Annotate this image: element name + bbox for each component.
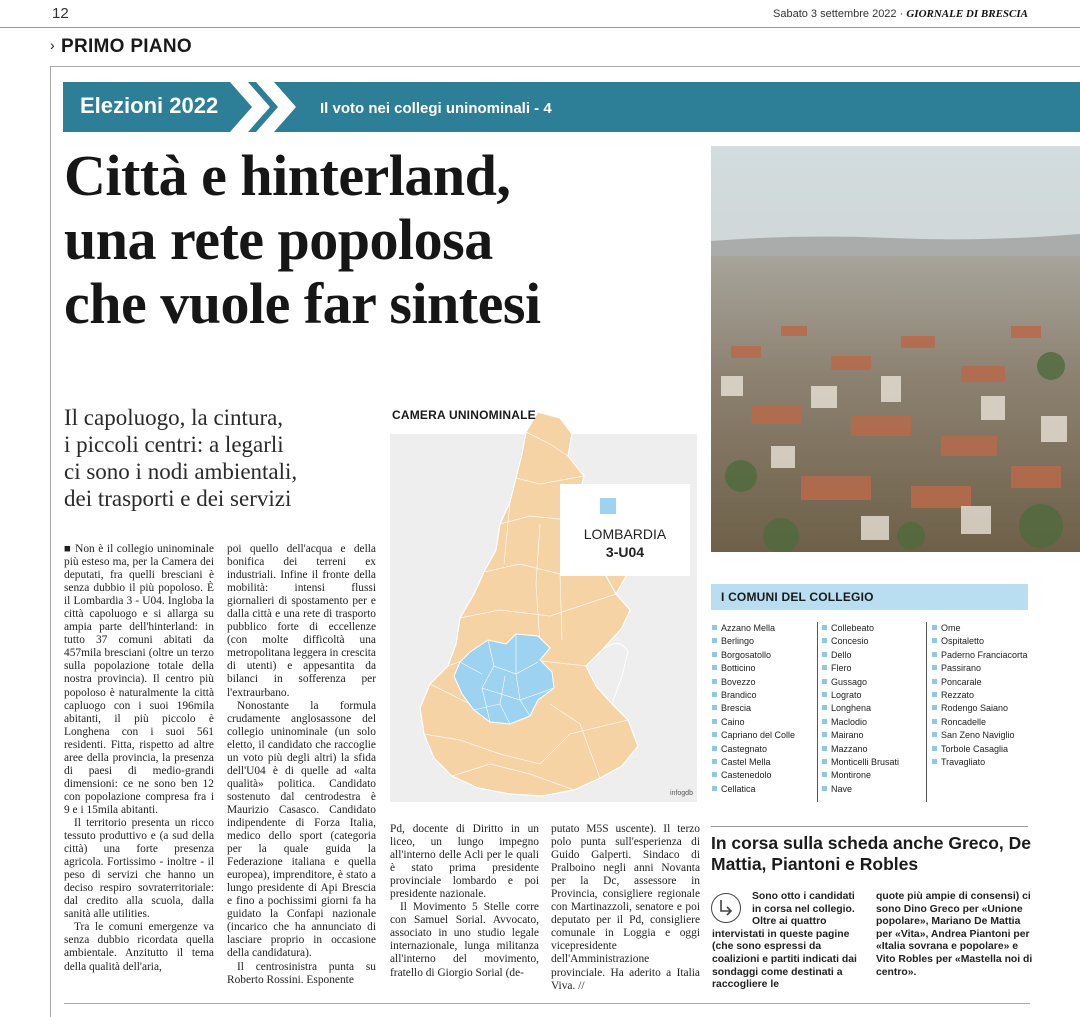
headline-line: Città e hinterland, (64, 143, 511, 208)
comune-name: Roncadelle (941, 716, 987, 727)
square-bullet-icon (712, 692, 717, 697)
square-bullet-icon (932, 732, 937, 737)
square-bullet-icon (822, 625, 827, 630)
city-aerial-photo (711, 146, 1080, 552)
comune-item (822, 676, 918, 689)
comune-item (932, 649, 1028, 662)
subheadline-line: i piccoli centri: a legarli (64, 432, 284, 457)
comune-name: Poncarale (941, 676, 982, 687)
square-bullet-icon (932, 692, 937, 697)
comune-item (932, 702, 1028, 715)
headline-line: una rete popolosa (64, 207, 493, 272)
comune-item (822, 756, 918, 769)
comune-name: Passirano (941, 663, 982, 674)
square-bullet-icon (822, 786, 827, 791)
square-bullet-icon (822, 679, 827, 684)
headline-line: che vuole far sintesi (64, 271, 541, 336)
comune-item (712, 662, 808, 675)
square-bullet-icon (932, 746, 937, 751)
comune-name: Ome (941, 623, 961, 633)
banner-chevron-icon (230, 82, 300, 132)
square-bullet-icon (822, 665, 827, 670)
section-text: PRIMO PIANO (60, 36, 192, 57)
comune-item (712, 743, 808, 756)
sidebar-divider (711, 826, 1028, 827)
comune-item (932, 716, 1028, 729)
separator: · (899, 8, 904, 20)
comune-name: Castenedolo (721, 770, 772, 781)
subheadline-line: Il capoluogo, la cintura, (64, 405, 284, 430)
sidebar-title: In corsa sulla scheda anche Greco, De Mattia, Piantoni e Robles (711, 833, 1031, 874)
comune-name: Bovezzo (721, 676, 756, 687)
square-bullet-icon (822, 759, 827, 764)
chevron-right-icon: › (50, 37, 55, 53)
sidebar-text-1 (712, 891, 862, 992)
list-divider (926, 622, 927, 802)
comune-item (822, 769, 918, 782)
square-bullet-icon (822, 652, 827, 657)
comune-item (932, 662, 1028, 675)
list-divider (817, 622, 818, 802)
section-label (50, 36, 192, 58)
comune-name: Gussago (831, 676, 868, 687)
square-bullet-icon (712, 638, 717, 643)
square-bullet-icon (932, 705, 937, 710)
dateline (773, 8, 1028, 20)
subheadline (64, 404, 384, 512)
comune-item (932, 676, 1028, 689)
comune-name: Capriano del Colle (721, 730, 796, 741)
square-bullet-icon (712, 732, 717, 737)
comune-name: Cellatica (721, 783, 756, 794)
comune-name: Caino (721, 716, 745, 727)
comune-name: Mazzano (831, 743, 868, 754)
comune-name: Mairano (831, 730, 864, 741)
square-bullet-icon (932, 679, 937, 684)
comune-name: Flero (831, 663, 852, 674)
comune-item (932, 756, 1028, 769)
article-paragraph: putato M5S uscente). Il terzo polo punta sull'esperienza di Guido Galperti. Sindaco di Pralboino negli anni Novanta per la Dc, assessore in Provincia, consigliere regionale con Martinazzoli, senatore e poi deputato per il Pd, consigliere comunale in Loggia e oggi vicepresidente dell'Amministrazione provinciale. Ha aderito a Italia Viva. // (551, 823, 700, 992)
comune-name: Castel Mella (721, 757, 771, 768)
article-paragraph: poi quello dell'acqua e della bonifica dei terreni ex industriali. Infine il fronte della mobilità: intensi flussi giornalieri di spostamento per e dalla città e una rete di trasporto pubblico forte di eccellenze (con molte difficoltà una metropolitana leggera in crescita di utenti) e appesantita da bilanci in sofferenza per l'extraurbano. (227, 543, 376, 699)
article-column-4 (551, 823, 700, 993)
comune-item (712, 769, 808, 782)
square-bullet-icon (932, 759, 937, 764)
square-bullet-icon (822, 732, 827, 737)
square-bullet-icon (712, 759, 717, 764)
square-bullet-icon (712, 625, 717, 630)
square-bullet-icon (932, 638, 937, 643)
square-bullet-icon (932, 719, 937, 724)
newspaper-name: GIORNALE DI BRESCIA (906, 8, 1028, 20)
square-bullet-icon (932, 665, 937, 670)
comune-item (712, 702, 808, 715)
comune-item (822, 716, 918, 729)
square-bullet-icon (822, 772, 827, 777)
square-bullet-icon (822, 638, 827, 643)
square-bullet-icon (932, 652, 937, 657)
comune-item (822, 649, 918, 662)
map-title: CAMERA UNINOMINALE (392, 408, 536, 422)
comune-item (932, 622, 1028, 635)
comune-name: Berlingo (721, 636, 755, 647)
article-paragraph: Il Movimento 5 Stelle corre con Samuel Sorial. Avvocato, associato in uno studio legale internazionale, lunga militanza all'interno del movimento, fratello di Giorgio Sorial (de- (390, 901, 539, 979)
comune-item (932, 729, 1028, 742)
comuni-list-2 (822, 622, 918, 796)
sidebar-text-2: quote più ampie di consensi) ci sono Dino Greco per «Unione popolare», Mariano De Mattia per «Vita», Andrea Piantoni per «Italia sovrana e popolare» e Vito Robles per «Mastella noi di centro». (876, 891, 1033, 978)
comune-name: Castegnato (721, 743, 768, 754)
article-paragraph: Il centrosinistra punta su Roberto Rossini. Esponente (227, 960, 376, 986)
comune-item (932, 635, 1028, 648)
square-bullet-icon (822, 719, 827, 724)
map-credit: infogdb (670, 790, 693, 797)
article-column-3 (390, 823, 539, 980)
comune-name: Longhena (831, 703, 872, 714)
comune-name: Nave (831, 783, 853, 794)
comune-item (712, 783, 808, 796)
comune-item (712, 622, 808, 635)
comune-name: Collebeato (831, 623, 875, 633)
comune-name: Botticino (721, 663, 756, 674)
comune-item (712, 635, 808, 648)
square-bullet-icon (712, 746, 717, 751)
comune-name: Lograto (831, 690, 862, 701)
map-region: LOMBARDIA (583, 526, 667, 542)
article-paragraph: Tra le comuni emergenze va senza dubbio ricordata quella ambientale. Anzitutto il tema della qualità dell'aria, (64, 921, 214, 973)
square-bullet-icon (822, 692, 827, 697)
comune-item (822, 622, 918, 635)
collegio-map (390, 404, 697, 802)
banner-tag: Elezioni 2022 (80, 93, 219, 118)
comune-item (712, 729, 808, 742)
comuni-list-1 (712, 622, 808, 796)
map-code: 3-U04 (605, 544, 645, 560)
comune-name: Brandico (721, 690, 757, 701)
square-bullet-icon (712, 786, 717, 791)
comune-name: Concesio (831, 636, 869, 647)
article-paragraph: Nonostante la formula crudamente anglosassone del collegio uninominale (un solo eletto, il candidato che raccoglie un voto più degli altri) la sfida dell'U04 è di quelle ad «alta qualità» politica. Candidato sostenuto dal centrodestra è Maurizio Casasco. Candidato indipendente di Forza Italia, medico dello sport (categoria per la quale guida la Federazione italiana e quella europea), imprenditore, è stato a lungo presidente di Api Brescia e fino a pochissimi giorni fa ha guidato la Confapi nazionale (incarico che ha annunciato di lasciare proprio in occasione della candidatura). (227, 699, 376, 960)
comune-name: Rodengo Saiano (941, 703, 1009, 714)
article-paragraph: ■ Non è il collegio uninominale più esteso ma, per la Camera dei deputati, fra quelli bresciani è senza dubbio il più popoloso. È il Lombardia 3 - U04. Ingloba la città capoluogo e si allarga su ampia parte dell'hinterland: in tutto 37 comuni abitati da 457mila bresciani (oltre un terzo sulla popolazione totale della nostra provincia). Il centro più popoloso è naturalmente la città capluogo con i suoi 196mila abitanti, il più piccolo è Longhena con i suoi 561 residenti. Fitta, rispetto ad altre aree della provincia, la presenza di paesi di medio-grandi dimensioni: ce ne sono ben 12 con popolazione compresa fra i 9 e i 15mila abitanti. (64, 543, 214, 816)
comune-item (822, 743, 918, 756)
square-bullet-icon (822, 705, 827, 710)
headline (64, 144, 704, 336)
article-paragraph: Pd, docente di Diritto in un liceo, un lungo impegno all'interno delle Acli per le quali è stato prima presidente provinciale lombardo e poi presidente nazionale. (390, 823, 539, 901)
square-bullet-icon (822, 746, 827, 751)
comune-item (822, 635, 918, 648)
square-bullet-icon (932, 625, 937, 630)
page-number: 12 (52, 5, 69, 22)
comune-item (822, 689, 918, 702)
comune-name: Paderno Franciacorta (941, 649, 1028, 660)
comune-name: Azzano Mella (721, 623, 776, 633)
comune-name: Brescia (721, 703, 752, 714)
comune-item (822, 783, 918, 796)
comune-item (712, 716, 808, 729)
square-bullet-icon (712, 679, 717, 684)
comune-name: Rezzato (941, 690, 975, 701)
comune-item (932, 743, 1028, 756)
comune-item (822, 729, 918, 742)
comuni-list-3 (932, 622, 1028, 769)
comune-item (932, 689, 1028, 702)
comune-name: Borgosatollo (721, 649, 772, 660)
article-paragraph: Il territorio presenta un ricco tessuto produttivo e (a sud della città) una forte presenza agricola. Fortissimo - inoltre - il peso di servizi che hanno un deciso respiro sovraterritoriale: dal credito alla scuola, dalla sanità alle utilities. (64, 816, 214, 921)
banner-subtitle: Il voto nei collegi uninominali - 4 (320, 100, 552, 117)
comune-name: Monticelli Brusati (831, 757, 900, 768)
square-bullet-icon (712, 772, 717, 777)
square-bullet-icon (712, 665, 717, 670)
comune-item (712, 756, 808, 769)
comune-name: San Zeno Naviglio (941, 730, 1015, 741)
comune-item (712, 689, 808, 702)
comune-name: Travagliato (941, 757, 986, 768)
sidebar-text-body: intervistati in queste pagine (che sono espressi da coalizioni e partiti indicati dai sondaggi come destinati a raccogliere le (712, 928, 857, 991)
square-bullet-icon (712, 705, 717, 710)
comune-item (822, 702, 918, 715)
comune-name: Maclodio (831, 716, 868, 727)
comuni-title: I COMUNI DEL COLLEGIO (721, 590, 874, 604)
date: Sabato 3 settembre 2022 (773, 8, 897, 20)
comune-name: Torbole Casaglia (941, 743, 1009, 754)
comune-item (712, 676, 808, 689)
comune-name: Ospitaletto (941, 636, 985, 647)
comune-name: Dello (831, 649, 852, 660)
article-column-2 (227, 543, 376, 987)
comune-item (822, 662, 918, 675)
square-bullet-icon (712, 719, 717, 724)
sidebar-text-lead: Sono otto i candidati in corsa nel collegio. Oltre ai quattro (752, 891, 855, 928)
map-label (560, 525, 690, 561)
bottom-rule (64, 1003, 1030, 1004)
square-bullet-icon (712, 652, 717, 657)
comune-item (712, 649, 808, 662)
subheadline-line: ci sono i nodi ambientali, (64, 459, 298, 484)
comune-name: Montirone (831, 770, 872, 781)
article-column-1 (64, 543, 214, 974)
subheadline-line: dei trasporti e dei servizi (64, 486, 292, 511)
